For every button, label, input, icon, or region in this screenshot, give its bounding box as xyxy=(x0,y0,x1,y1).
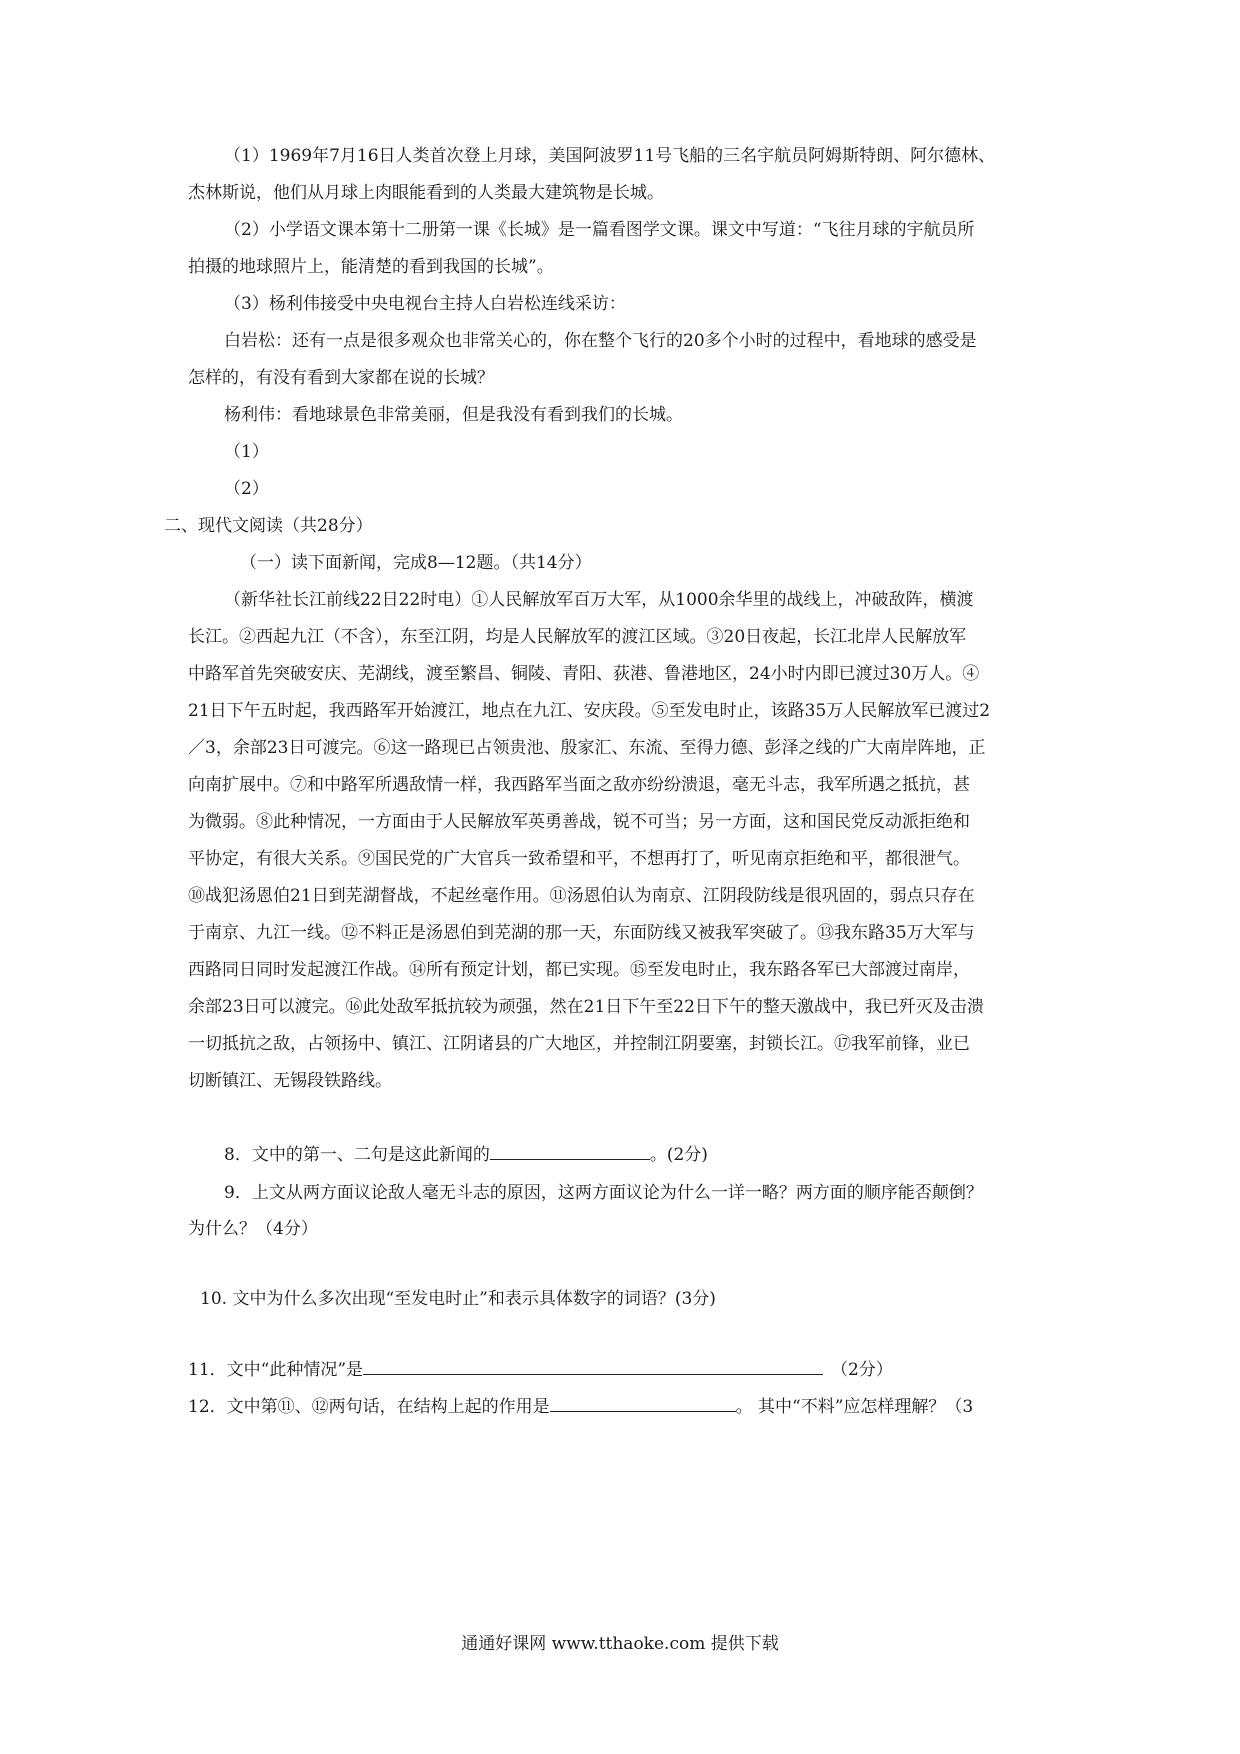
dialog-yang-line: 杨利伟：看地球景色非常美丽，但是我没有看到我们的长城。 xyxy=(224,405,683,425)
question-12 xyxy=(188,1393,973,1419)
question-12-tail: 。 其中“不料”应怎样理解？（3 xyxy=(735,1397,974,1417)
passage-line: ⑩战犯汤恩伯21日到芜湖督战，不起丝毫作用。⑪汤恩伯认为南京、江阴段防线是很巩固的，弱点只存在 xyxy=(188,886,975,906)
item1-line1: （1）1969年7月16日人类首次登上月球，美国阿波罗11号飞船的三名宇航员阿姆斯特朗、阿尔德林、 xyxy=(224,146,996,166)
passage-line: 长江。②西起九江（不含），东至江阴，均是人民解放军的渡江区域。③20日夜起，长江北岸人民解放军 xyxy=(188,627,967,647)
dialog-bai-line1: 白岩松：还有一点是很多观众也非常关心的，你在整个飞行的20多个小时的过程中，看地球的感受是 xyxy=(224,331,977,351)
item2-line1: （2）小学语文课本第十二册第一课《长城》是一篇看图学文课。课文中写道：“飞往月球的宇航员所 xyxy=(224,220,975,240)
section2-subheading: （一）读下面新闻，完成8—12题。（共14分） xyxy=(240,553,592,573)
passage-line: 于南京、九江一线。⑫不料正是汤恩伯到芜湖的那一天，东面防线又被我军突破了。⑬我东路35万大军与 xyxy=(188,923,975,943)
question-12-answer-blank[interactable] xyxy=(550,1393,736,1412)
page-footer: 通通好课网 www.tthaoke.com 提供下载 xyxy=(461,1634,779,1654)
answer-2-label: （2） xyxy=(224,479,269,499)
question-8-answer-blank[interactable] xyxy=(490,1141,650,1160)
passage-line: 一切抵抗之敌，占领扬中、镇江、江阴诸县的广大地区，并控制江阴要塞，封锁长江。⑰我军前锋，业已 xyxy=(188,1034,970,1054)
item1-line2: 杰林斯说，他们从月球上肉眼能看到的人类最大建筑物是长城。 xyxy=(188,183,664,203)
question-8 xyxy=(224,1141,708,1167)
passage-line: 余部23日可以渡完。⑯此处敌军抵抗较为顽强，然在21日下午至22日下午的整天激战中，我已歼灭及击溃 xyxy=(188,997,984,1017)
dialog-bai-line2: 怎样的，有没有看到大家都在说的长城？ xyxy=(188,368,494,388)
question-9-line2: 为什么？（4分） xyxy=(188,1219,318,1239)
passage-line: （新华社长江前线22日22时电）①人民解放军百万大军，从1000余华里的战线上，冲破敌阵，横渡 xyxy=(224,590,974,610)
question-9-line1: 9．上文从两方面议论敌人毫无斗志的原因，这两方面议论为什么一详一略？两方面的顺序能否颠倒？ xyxy=(224,1183,983,1203)
question-12-text: 12．文中第⑪、⑫两句话，在结构上起的作用是 xyxy=(188,1397,550,1417)
passage-line: 切断镇江、无锡段铁路线。 xyxy=(188,1071,392,1091)
question-11-text: 11．文中“此种情况”是 xyxy=(188,1360,364,1380)
passage-line: 为微弱。⑧此种情况，一方面由于人民解放军英勇善战，锐不可当；另一方面，这和国民党反动派拒绝和 xyxy=(188,812,970,832)
question-8-text: 8．文中的第一、二句是这此新闻的 xyxy=(224,1145,490,1165)
section2-heading: 二、现代文阅读（共28分） xyxy=(164,516,373,536)
question-8-points: 。(2分) xyxy=(649,1145,708,1165)
passage-line: 向南扩展中。⑦和中路军所遇敌情一样，我西路军当面之敌亦纷纷溃退，毫无斗志，我军所遇之抵抗，甚 xyxy=(188,775,970,795)
passage-line: 西路同日同时发起渡江作战。⑭所有预定计划，都已实现。⑮至发电时止，我东路各军已大部渡过南岸， xyxy=(188,960,970,980)
question-10: 10. 文中为什么多次出现“至发电时止”和表示具体数字的词语？(3分) xyxy=(200,1289,716,1309)
question-11 xyxy=(188,1356,893,1382)
passage-line: 21日下午五时起，我西路军开始渡江，地点在九江、安庆段。⑤至发电时止，该路35万人民解放军已渡过2 xyxy=(188,701,991,721)
passage-line: 平协定，有很大关系。⑨国民党的广大官兵一致希望和平，不想再打了，听见南京拒绝和平，都很泄气。 xyxy=(188,849,970,869)
passage-line: 中路军首先突破安庆、芜湖线，渡至繁昌、铜陵、青阳、荻港、鲁港地区，24小时内即已渡过30万人。④ xyxy=(188,664,980,684)
item2-line2: 拍摄的地球照片上，能清楚的看到我国的长城”。 xyxy=(188,257,554,277)
item3-line1: （3）杨利伟接受中央电视台主持人白岩松连线采访： xyxy=(224,294,626,314)
passage-line: ／3，余部23日可渡完。⑥这一路现已占领贵池、殷家汇、东流、至得力德、彭泽之线的广大南岸阵地，正 xyxy=(188,738,986,758)
question-11-answer-blank[interactable] xyxy=(363,1356,823,1375)
question-11-points: （2分） xyxy=(831,1360,893,1380)
answer-1-label: （1） xyxy=(224,442,269,462)
